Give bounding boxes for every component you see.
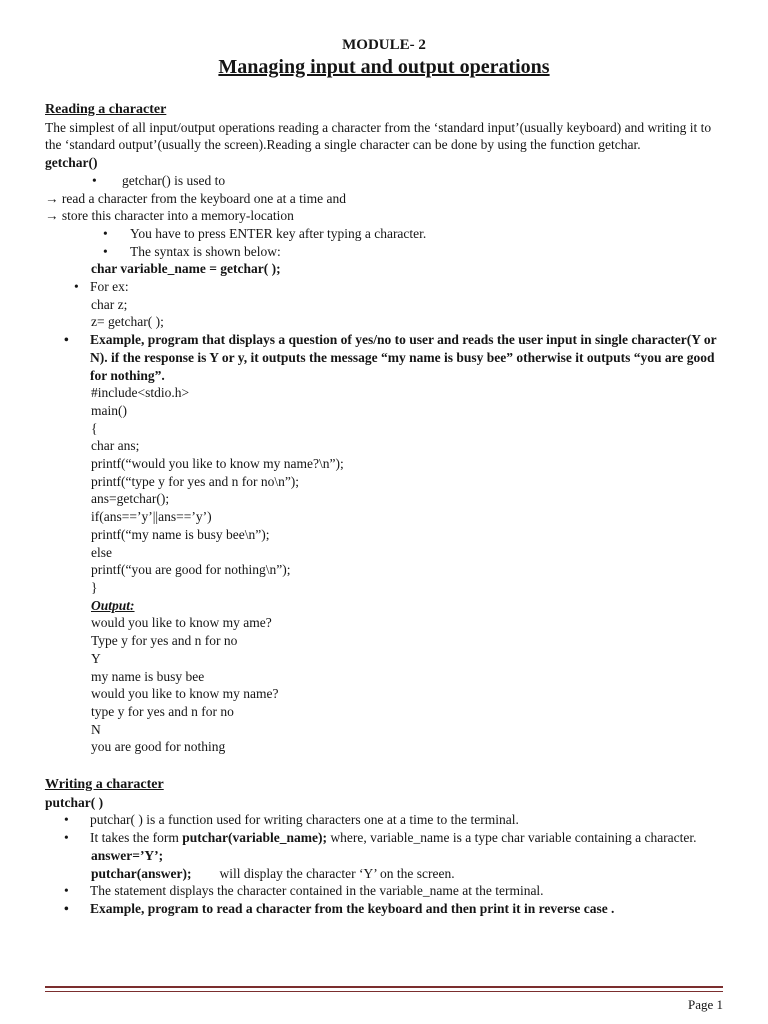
list-item — [45, 172, 723, 190]
code-line: char ans; — [91, 438, 140, 454]
list-item — [45, 243, 723, 261]
reading-intro-paragraph: The simplest of all input/output operations reading a character from the ‘standard input’(usually keyboard) and writing it to the ‘standard output’(usually the screen).Reading a single character can be done by using the function getchar. — [45, 119, 712, 153]
putchar-statement: putchar(answer); — [91, 865, 192, 881]
module-heading: MODULE- 2 — [342, 37, 426, 53]
code-line: printf(“my name is busy bee\n”); — [91, 526, 270, 542]
page-title: Managing input and output operations — [218, 56, 550, 78]
code-line: answer=’Y’; — [91, 847, 164, 863]
arrow-note: → read a character from the keyboard one at a time and — [45, 190, 346, 206]
bullet-icon: • — [103, 243, 108, 259]
code-line: printf(“you are good for nothing\n”); — [91, 562, 291, 578]
bullet-icon: • — [92, 172, 97, 188]
bullet-icon: • — [64, 900, 69, 916]
bullet-icon: • — [64, 812, 69, 828]
list-item-text: Example, program to read a character from the keyboard and then print it in reverse case . — [90, 900, 615, 916]
document-content — [45, 36, 723, 918]
bullet-icon: • — [64, 332, 69, 348]
list-item-text: For ex: — [90, 279, 129, 295]
list-item-text-pre: It takes the form — [90, 830, 183, 846]
output-line: my name is busy bee — [91, 668, 205, 684]
code-line: printf(“would you like to know my name?\n”); — [91, 456, 344, 472]
output-line: you are good for nothing — [91, 739, 226, 755]
list-item-text: Example, program that displays a question of yes/no to user and reads the user input in single character(Y or N). if the response is Y or y, it outputs the message “my name is busy bee” otherwise it outputs “you are good for nothing”. — [90, 332, 717, 383]
output-line: type y for yes and n for no — [91, 703, 234, 719]
bullet-icon: • — [74, 279, 79, 295]
output-heading: Output: — [91, 597, 135, 613]
list-item-text-post: where, variable_name is a type char variable containing a character. — [326, 830, 697, 846]
code-line: else — [91, 544, 112, 560]
output-line: Y — [91, 650, 101, 666]
putchar-label: putchar( ) — [45, 794, 104, 810]
output-line: N — [91, 721, 101, 737]
code-line: ans=getchar(); — [91, 491, 170, 507]
bullet-icon: • — [103, 225, 108, 241]
code-line: main() — [91, 402, 127, 418]
list-item — [45, 829, 723, 847]
example-list-item — [45, 900, 723, 918]
list-item-text: putchar( ) is a function used for writing characters one at a time to the terminal. — [90, 812, 519, 828]
output-line: Type y for yes and n for no — [91, 633, 238, 649]
list-item-text: You have to press ENTER key after typing a character. — [130, 225, 427, 241]
output-line: would you like to know my ame? — [91, 615, 272, 631]
arrow-note: → store this character into a memory-location — [45, 208, 294, 224]
code-line: } — [91, 579, 98, 595]
list-item — [45, 811, 723, 829]
code-line: char z; — [91, 296, 128, 312]
bullet-icon: • — [64, 883, 69, 899]
getchar-label: getchar() — [45, 155, 98, 171]
page-number: Page 1 — [687, 997, 723, 1012]
list-item — [45, 278, 723, 296]
syntax-line: char variable_name = getchar( ); — [91, 261, 281, 277]
code-line: #include<stdio.h> — [91, 385, 190, 401]
list-item — [45, 225, 723, 243]
code-line: if(ans==’y’||ans==’y’) — [91, 509, 212, 525]
code-line: z= getchar( ); — [91, 314, 164, 330]
code-line: { — [91, 420, 98, 436]
list-item-text-bold: putchar(variable_name); — [182, 830, 327, 846]
footer-divider — [45, 986, 723, 992]
list-item-text: getchar() is used to — [122, 172, 226, 188]
example-list-item — [45, 331, 723, 384]
list-item-text: The syntax is shown below: — [130, 243, 281, 259]
list-item — [45, 882, 723, 900]
list-item-text: The statement displays the character contained in the variable_name at the terminal. — [90, 883, 544, 899]
section-heading-writing: Writing a character — [45, 777, 164, 793]
section-heading-reading: Reading a character — [45, 102, 167, 117]
output-line: would you like to know my name? — [91, 686, 279, 702]
putchar-statement-line — [45, 865, 723, 883]
bullet-icon: • — [64, 830, 69, 846]
code-line: printf(“type y for yes and n for no\n”); — [91, 473, 300, 489]
putchar-description: will display the character ‘Y’ on the screen. — [219, 865, 455, 881]
